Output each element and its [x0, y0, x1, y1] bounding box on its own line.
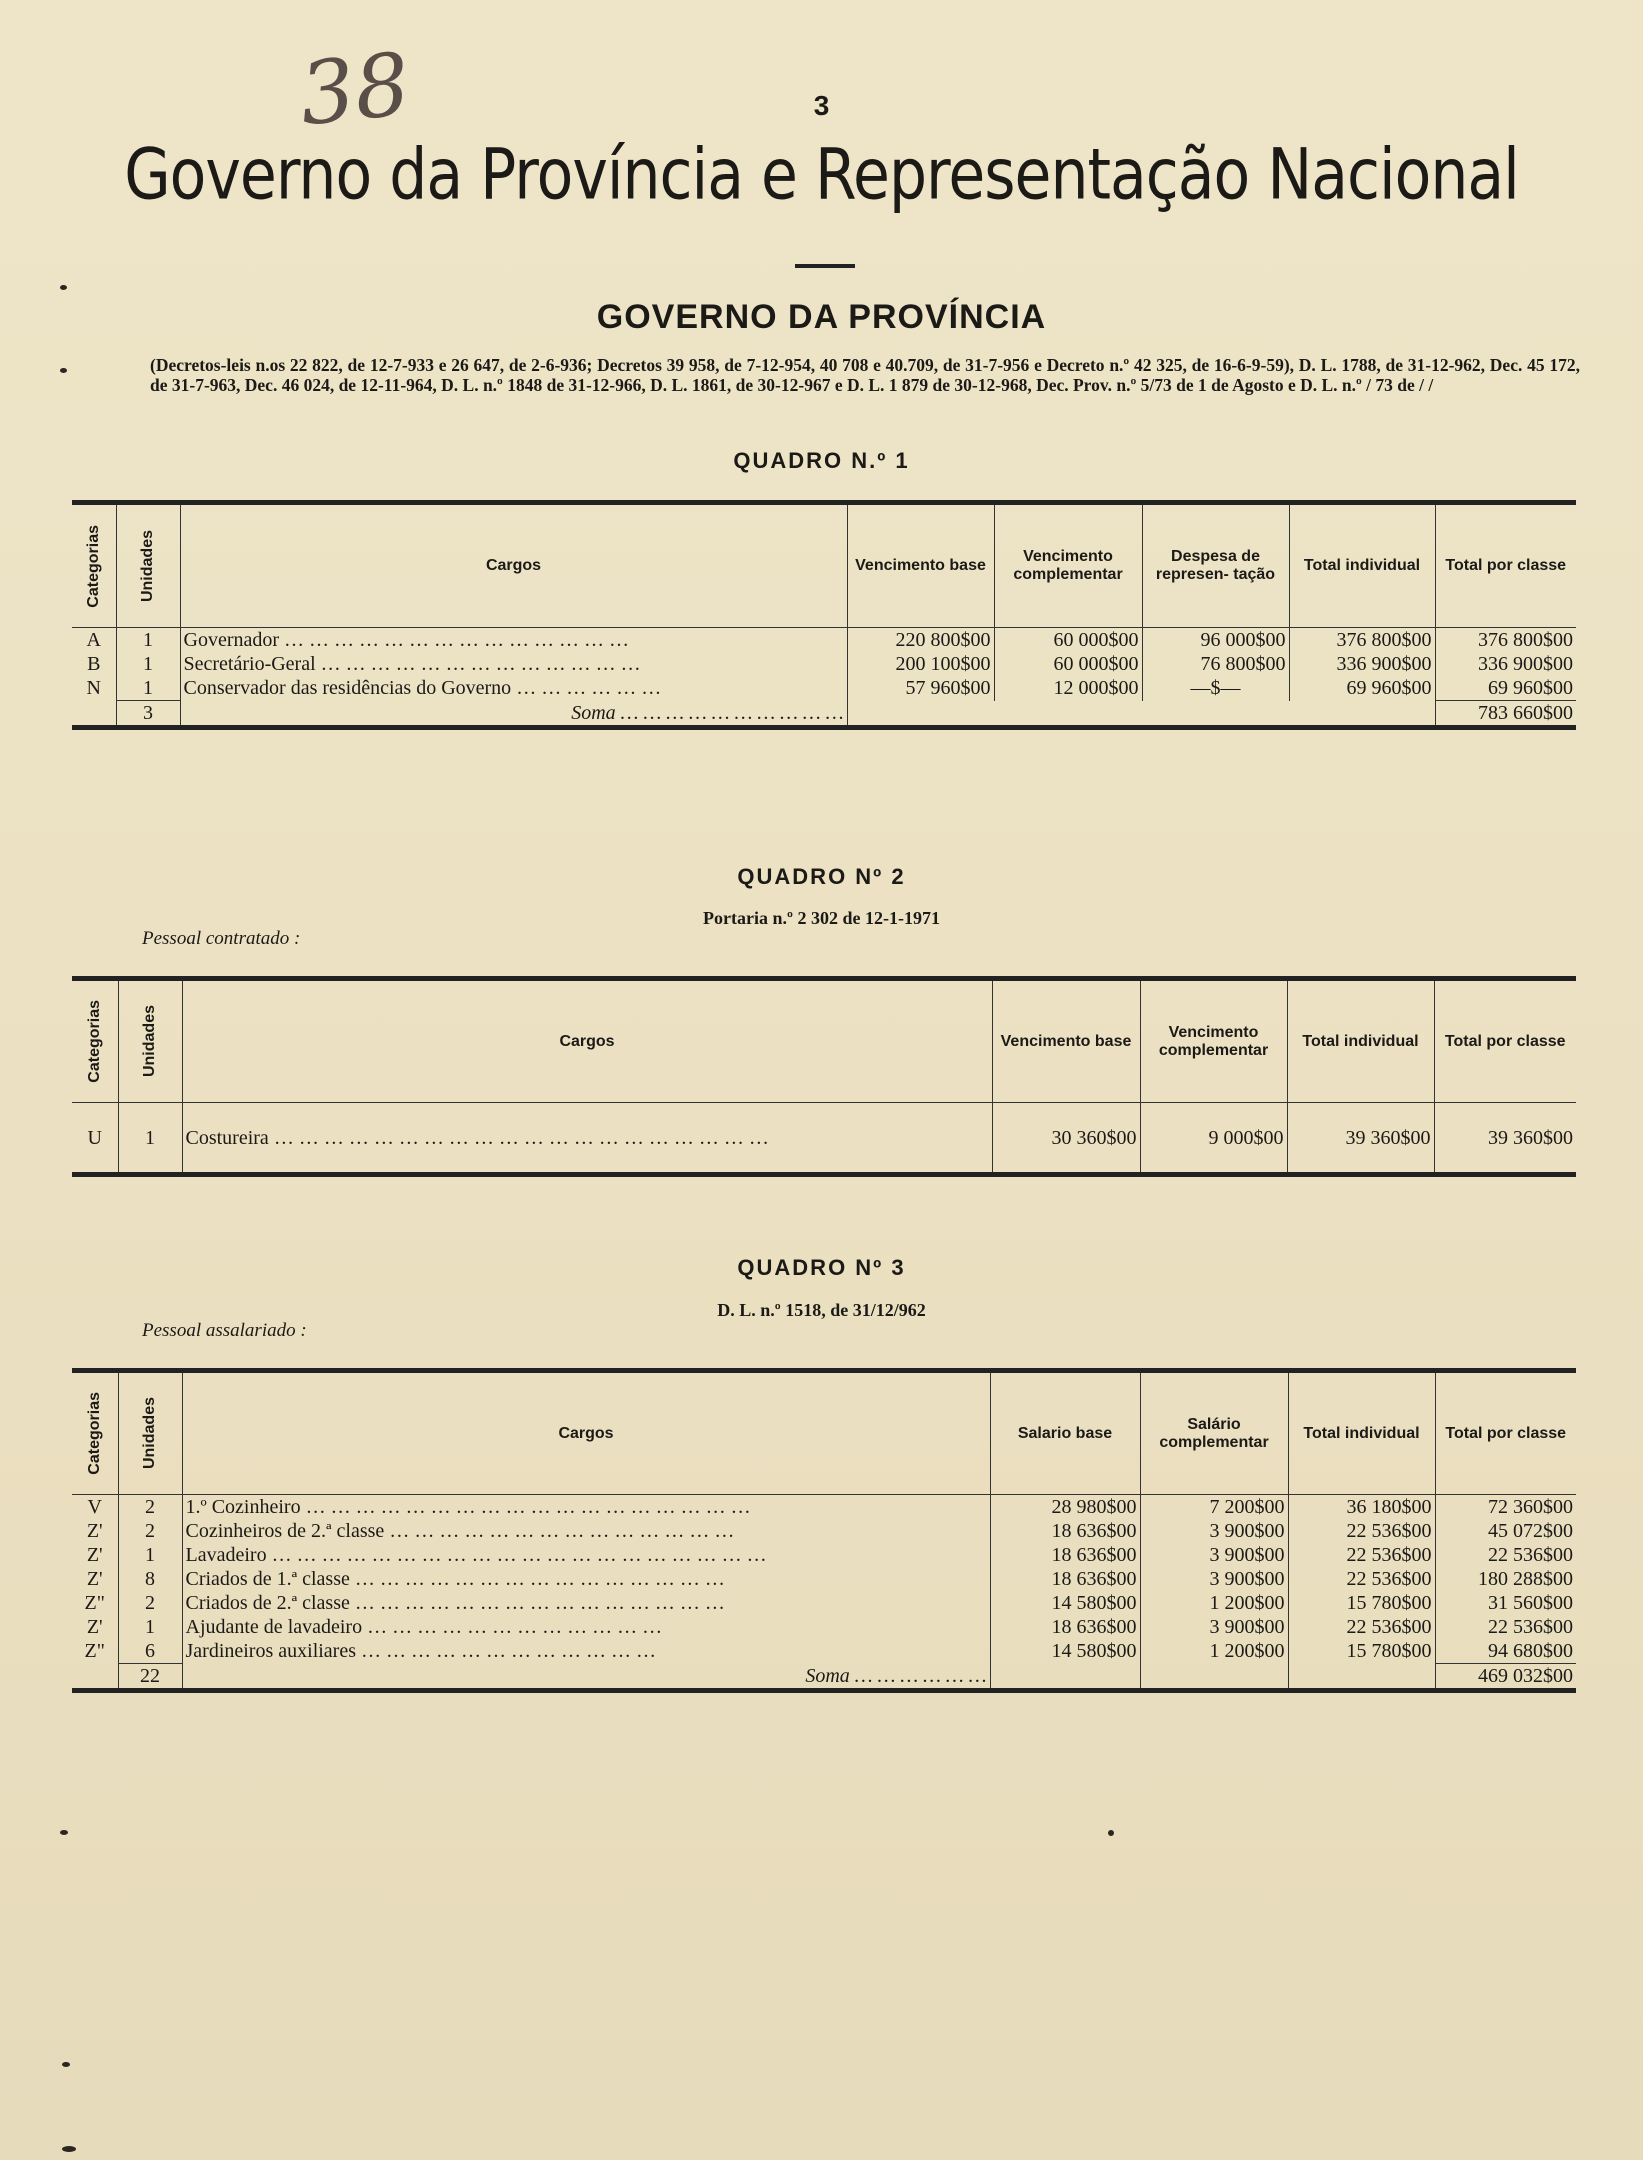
cell-vencimento-base: 30 360$00	[992, 1103, 1140, 1175]
cell-total-classe: 31 560$00	[1435, 1591, 1576, 1615]
cell-despesa: 76 800$00	[1142, 652, 1289, 676]
table-row	[72, 628, 1576, 653]
header-vencimento-complementar: Vencimento complementar	[994, 503, 1142, 628]
header-despesa-representacao: Despesa de represen- tação	[1142, 503, 1289, 628]
header-vencimento-complementar: Vencimento complementar	[1140, 979, 1287, 1103]
cell-total-individual: 376 800$00	[1289, 628, 1435, 653]
cell-total-classe: 180 288$00	[1435, 1567, 1576, 1591]
quadro1-table	[72, 500, 1576, 730]
soma-label: Soma … … … … … … … … … …	[180, 701, 847, 728]
header-total-por-classe: Total por classe	[1435, 503, 1576, 628]
cell-categoria: B	[87, 653, 101, 675]
cell-vencimento-complementar: 9 000$00	[1140, 1103, 1287, 1175]
header-cargos: Cargos	[180, 503, 847, 628]
cell-cargo: Criados de 2.ª classe … … … … … … … … … … … … … … …	[182, 1591, 990, 1615]
cell-unidades: 1	[116, 652, 180, 676]
paper-speck	[60, 285, 67, 290]
quadro3-table	[72, 1368, 1576, 1693]
cell-salario-complementar: 7 200$00	[1140, 1495, 1288, 1520]
cell-salario-base: 28 980$00	[990, 1495, 1140, 1520]
cell-salario-complementar: 3 900$00	[1140, 1543, 1288, 1567]
cell-total-classe: 22 536$00	[1435, 1615, 1576, 1639]
cell-categoria: Z'	[86, 1616, 103, 1638]
cell-vencimento-complementar: 12 000$00	[994, 676, 1142, 701]
section-title: GOVERNO DA PROVÍNCIA	[596, 298, 1047, 336]
table-row	[72, 1495, 1576, 1520]
header-total-por-classe: Total por classe	[1434, 979, 1576, 1103]
cell-total-classe: 336 900$00	[1435, 652, 1576, 676]
header-salario-base: Salario base	[990, 1371, 1140, 1495]
cell-salario-base: 18 636$00	[990, 1567, 1140, 1591]
cell-salario-complementar: 3 900$00	[1140, 1567, 1288, 1591]
paper-speck	[62, 2146, 76, 2152]
header-unidades: Unidades	[118, 979, 182, 1103]
cell-cargo: Criados de 1.ª classe … … … … … … … … … … … … … … …	[182, 1567, 990, 1591]
header-total-individual: Total individual	[1289, 503, 1435, 628]
header-salario-complementar: Salário complementar	[1140, 1371, 1288, 1495]
cell-total-individual: 22 536$00	[1288, 1543, 1435, 1567]
cell-vencimento-base: 220 800$00	[847, 628, 994, 653]
paper-speck	[60, 368, 67, 373]
cell-vencimento-base: 57 960$00	[847, 676, 994, 701]
header-categorias: Categorias	[72, 1371, 118, 1495]
table-row	[72, 676, 1576, 701]
quadro3-title: QUADRO Nº 3	[737, 1255, 906, 1280]
header-unidades: Unidades	[116, 503, 180, 628]
header-total-individual: Total individual	[1287, 979, 1434, 1103]
cell-categoria: A	[86, 629, 101, 651]
cell-total-classe: 45 072$00	[1435, 1519, 1576, 1543]
quadro2-header-row	[72, 979, 1576, 1103]
cell-unidades: 1	[118, 1543, 182, 1567]
cell-unidades: 1	[116, 628, 180, 653]
cell-total-individual: 15 780$00	[1288, 1591, 1435, 1615]
soma-label: Soma … … … … … …	[182, 1664, 990, 1691]
cell-cargo: 1.º Cozinheiro … … … … … … … … … … … … … … … … … …	[182, 1495, 990, 1520]
quadro3-reference: D. L. n.º 1518, de 31/12/962	[717, 1300, 926, 1320]
soma-total: 469 032$00	[1435, 1664, 1576, 1691]
cell-cargo: Secretário-Geral … … … … … … … … … … … … …	[180, 652, 847, 676]
cell-salario-base: 18 636$00	[990, 1519, 1140, 1543]
decree-references: (Decretos-leis n.os 22 822, de 12-7-933 e 26 647, de 2-6-936; Decretos 39 958, de 7-12-954, 40 708 e 40.709, de 31-7-956 e Decreto n.º 42 325, de 16-6-9-59), D. L. 1788, de 31-12-962, Dec. 45 172, de 31-7-963, Dec. 46 024, de 12-11-964, D. L. n.º 1848 de 31-12-966, D. L. 1861, de 30-12-967 e D. L. 1 879 de 30-12-968, Dec. Prov. n.º 5/73 de 1 de Agosto e D. L. n.º / 73 de / /	[150, 355, 1580, 395]
paper-speck	[60, 1830, 68, 1835]
cell-salario-base: 14 580$00	[990, 1639, 1140, 1664]
table-row	[72, 1591, 1576, 1615]
quadro2-table	[72, 976, 1576, 1177]
cell-cargo: Cozinheiros de 2.ª classe … … … … … … … … … … … … … …	[182, 1519, 990, 1543]
cell-total-individual: 22 536$00	[1288, 1615, 1435, 1639]
header-vencimento-base: Vencimento base	[847, 503, 994, 628]
cell-cargo: Conservador das residências do Governo … … … … … …	[180, 676, 847, 701]
cell-total-individual: 15 780$00	[1288, 1639, 1435, 1664]
page-number: 3	[813, 90, 830, 121]
header-total-individual: Total individual	[1288, 1371, 1435, 1495]
handwritten-page-note: 38	[295, 34, 415, 146]
cell-total-individual: 22 536$00	[1288, 1567, 1435, 1591]
soma-unidades: 3	[116, 701, 180, 728]
soma-row	[72, 1664, 1576, 1691]
quadro2-reference: Portaria n.º 2 302 de 12-1-1971	[703, 908, 940, 928]
cell-despesa: —$—	[1142, 676, 1289, 701]
cell-cargo: Jardineiros auxiliares … … … … … … … … … … … …	[182, 1639, 990, 1664]
header-total-por-classe: Total por classe	[1435, 1371, 1576, 1495]
cell-cargo: Governador … … … … … … … … … … … … … …	[180, 628, 847, 653]
cell-categoria: N	[86, 677, 101, 700]
table-row	[72, 1639, 1576, 1664]
cell-categoria: Z"	[84, 1592, 105, 1614]
quadro3-header-row	[72, 1371, 1576, 1495]
soma-unidades: 22	[118, 1664, 182, 1691]
header-cargos: Cargos	[182, 979, 992, 1103]
cell-unidades: 8	[118, 1567, 182, 1591]
cell-salario-base: 18 636$00	[990, 1615, 1140, 1639]
cell-despesa: 96 000$00	[1142, 628, 1289, 653]
cell-salario-complementar: 1 200$00	[1140, 1639, 1288, 1664]
cell-total-classe: 94 680$00	[1435, 1639, 1576, 1664]
table-row	[72, 1519, 1576, 1543]
cell-salario-complementar: 3 900$00	[1140, 1519, 1288, 1543]
cell-unidades: 1	[116, 676, 180, 701]
paper-speck	[62, 2062, 70, 2067]
quadro1-title: QUADRO N.º 1	[733, 448, 910, 473]
cell-unidades: 2	[118, 1495, 182, 1520]
quadro2-title: QUADRO Nº 2	[737, 864, 906, 889]
title-divider	[795, 264, 855, 268]
cell-total-individual: 336 900$00	[1289, 652, 1435, 676]
soma-total: 783 660$00	[1435, 701, 1576, 728]
table-row	[72, 1103, 1576, 1175]
cell-salario-base: 14 580$00	[990, 1591, 1140, 1615]
main-title: Governo da Província e Representação Nacional	[124, 133, 1519, 217]
cell-vencimento-base: 200 100$00	[847, 652, 994, 676]
table-row	[72, 652, 1576, 676]
cell-unidades: 6	[118, 1639, 182, 1664]
cell-total-individual: 39 360$00	[1287, 1103, 1434, 1175]
cell-unidades: 2	[118, 1519, 182, 1543]
cell-total-individual: 36 180$00	[1288, 1495, 1435, 1520]
cell-total-individual: 69 960$00	[1289, 676, 1435, 701]
cell-categoria: Z'	[86, 1544, 103, 1566]
cell-total-classe: 39 360$00	[1434, 1103, 1576, 1175]
header-vencimento-base: Vencimento base	[992, 979, 1140, 1103]
header-unidades: Unidades	[118, 1371, 182, 1495]
cell-total-classe: 22 536$00	[1435, 1543, 1576, 1567]
quadro2-pessoal-label: Pessoal contratado :	[142, 928, 301, 949]
cell-vencimento-complementar: 60 000$00	[994, 628, 1142, 653]
cell-salario-complementar: 1 200$00	[1140, 1591, 1288, 1615]
cell-unidades: 2	[118, 1591, 182, 1615]
cell-salario-complementar: 3 900$00	[1140, 1615, 1288, 1639]
cell-cargo: Costureira … … … … … … … … … … … … … … … … … … … …	[182, 1103, 992, 1175]
soma-row	[72, 701, 1576, 728]
cell-categoria: Z'	[86, 1568, 103, 1590]
table-row	[72, 1567, 1576, 1591]
cell-total-classe: 69 960$00	[1435, 676, 1576, 701]
cell-categoria: U	[87, 1126, 102, 1149]
cell-cargo: Lavadeiro … … … … … … … … … … … … … … … … … … … …	[182, 1543, 990, 1567]
cell-cargo: Ajudante de lavadeiro … … … … … … … … … … … …	[182, 1615, 990, 1639]
cell-total-classe: 376 800$00	[1435, 628, 1576, 653]
cell-unidades: 1	[118, 1103, 182, 1175]
cell-salario-base: 18 636$00	[990, 1543, 1140, 1567]
cell-categoria: V	[87, 1496, 102, 1518]
quadro3-pessoal-label: Pessoal assalariado :	[142, 1320, 307, 1341]
cell-categoria: Z"	[84, 1640, 105, 1663]
cell-categoria: Z'	[86, 1520, 103, 1542]
cell-total-individual: 22 536$00	[1288, 1519, 1435, 1543]
quadro1-header-row	[72, 503, 1576, 628]
cell-unidades: 1	[118, 1615, 182, 1639]
cell-vencimento-complementar: 60 000$00	[994, 652, 1142, 676]
table-row	[72, 1615, 1576, 1639]
cell-total-classe: 72 360$00	[1435, 1495, 1576, 1520]
table-row	[72, 1543, 1576, 1567]
header-categorias: Categorias	[72, 503, 116, 628]
header-cargos: Cargos	[182, 1371, 990, 1495]
paper-speck	[1108, 1830, 1114, 1836]
header-categorias: Categorias	[72, 979, 118, 1103]
